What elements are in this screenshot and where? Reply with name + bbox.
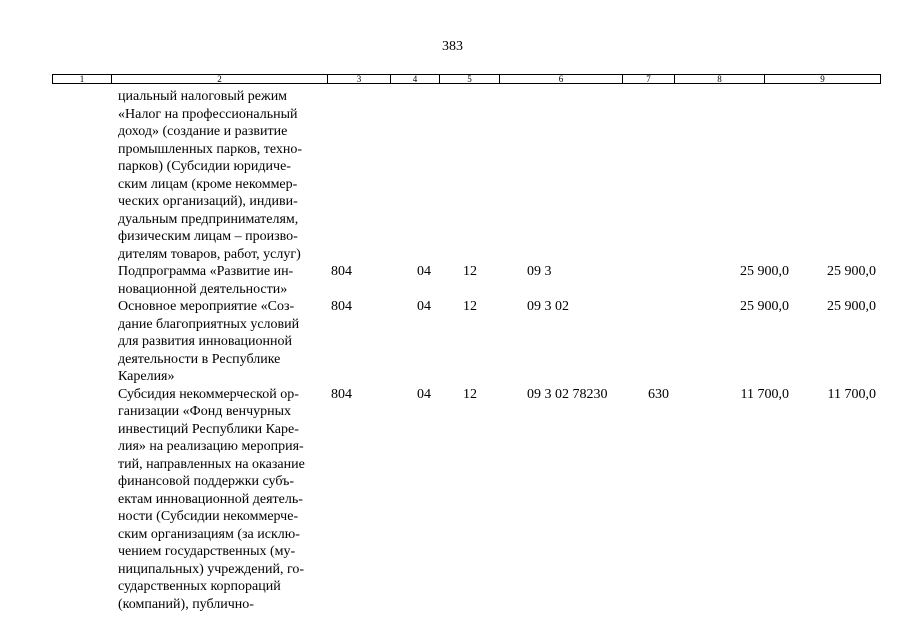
header-col-8: 8 <box>675 75 765 83</box>
row-subsection: 12 <box>463 386 477 402</box>
header-col-7: 7 <box>623 75 675 83</box>
row-subsection: 12 <box>463 299 477 314</box>
header-col-4: 4 <box>391 75 440 83</box>
row-sum-1: 11 700,0 <box>740 386 789 402</box>
row-description: Субсидия некоммерческой ор- ганизации «Фонд венчурных инвестиций Республики Каре- лия» на реализацию мероприя- тий, направленных на оказание финансовой поддержки субъ- ектам инновационной деятель- ности (Субсидии некоммерче- ским организациям (за исклю- чением государственных (му- ниципальных) учреждений, го- сударственных корпораций (компаний), публично- <box>118 386 305 612</box>
header-col-1: 1 <box>53 75 112 83</box>
header-col-2: 2 <box>112 75 328 83</box>
row-expense-type: 630 <box>648 386 669 402</box>
row-sum-2: 11 700,0 <box>827 386 876 402</box>
header-col-9: 9 <box>820 74 825 84</box>
table-row <box>0 386 905 614</box>
row-subsection: 12 <box>463 264 477 279</box>
row-sum-1: 25 900,0 <box>740 299 789 314</box>
row-description: Подпрограмма «Развитие ин- новационной деятельности» <box>118 264 294 297</box>
row-ved: 804 <box>331 299 352 314</box>
row-description: циальный налоговый режим «Налог на профессиональный доход» (создание и развитие промышленных парков, техно- парков) (Субсидии юридиче- ским лицам (кроме некоммер- ческих организаций), индиви- дуальным предпринимателям, физическим лицам – произво- дителям товаров, работ, услуг) <box>118 89 303 262</box>
row-ved: 804 <box>331 264 352 279</box>
row-target-article: 09 3 <box>527 264 552 279</box>
row-sum-1: 25 900,0 <box>740 264 789 279</box>
header-col-6: 6 <box>500 75 623 83</box>
row-section: 04 <box>417 386 431 402</box>
table-row <box>0 298 905 386</box>
table-header <box>52 74 881 84</box>
table-body <box>0 88 905 613</box>
row-description: Основное мероприятие «Соз- дание благоприятных условий для развития инновационной деятельности в Республике Карелия» <box>118 299 300 384</box>
row-section: 04 <box>417 299 431 314</box>
row-sum-2: 25 900,0 <box>827 299 876 314</box>
header-col-3: 3 <box>328 75 391 83</box>
row-ved: 804 <box>331 386 352 402</box>
row-target-article: 09 3 02 <box>527 299 569 314</box>
row-sum-2: 25 900,0 <box>827 264 876 279</box>
row-target-article: 09 3 02 78230 <box>527 386 608 402</box>
header-col-5: 5 <box>440 75 500 83</box>
table-row <box>0 263 905 298</box>
page-number: 383 <box>442 39 463 54</box>
table-row <box>0 88 905 263</box>
row-section: 04 <box>417 264 431 279</box>
